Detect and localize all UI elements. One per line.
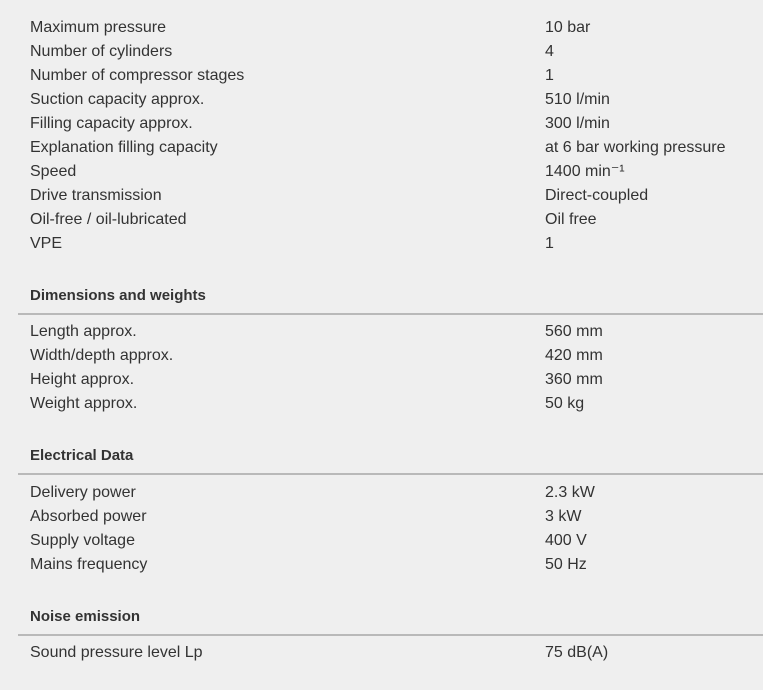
section-divider [18,473,763,475]
spec-row-supply-voltage [30,529,763,553]
spec-label: Delivery power [30,484,136,501]
spec-label: VPE [30,235,63,252]
spec-row-sound-pressure-level [30,641,763,665]
spec-value: 360 mm [545,371,603,388]
spec-label: Suction capacity approx. [30,91,205,108]
spec-value: 510 l/min [545,91,610,108]
spec-value: 300 l/min [545,115,610,132]
spec-value: 1 [545,235,554,252]
spec-label: Drive transmission [30,187,162,204]
section-divider [18,313,763,315]
spec-row-absorbed-power [30,505,763,529]
spec-value: 4 [545,43,554,60]
spec-value: 1400 min⁻¹ [545,163,625,180]
spec-label: Maximum pressure [30,19,167,36]
spec-row-filling-capacity [30,112,763,136]
spec-label: Oil-free / oil-lubricated [30,211,187,228]
spec-row-suction-capacity [30,88,763,112]
section-title-dimensions: Dimensions and weights [30,287,206,304]
spec-label: Height approx. [30,371,135,388]
spec-row-width-depth [30,344,763,368]
spec-value: 400 V [545,532,587,549]
spec-label: Mains frequency [30,556,148,573]
spec-row-oil-free [30,208,763,232]
spec-label: Speed [30,163,77,180]
section-title-noise: Noise emission [30,608,141,625]
spec-row-speed [30,160,763,184]
spec-value: at 6 bar working pressure [545,139,726,156]
spec-row-maximum-pressure [30,16,763,40]
spec-label: Number of cylinders [30,43,173,60]
spec-label: Sound pressure level Lp [30,644,203,661]
spec-value: 2.3 kW [545,484,595,501]
spec-value: Oil free [545,211,597,228]
spec-value: 420 mm [545,347,603,364]
spec-label: Number of compressor stages [30,67,245,84]
spec-row-vpe [30,232,763,256]
spec-value: 10 bar [545,19,591,36]
spec-row-weight [30,392,763,416]
spec-row-number-of-cylinders [30,40,763,64]
spec-value: 560 mm [545,323,603,340]
spec-label: Absorbed power [30,508,147,525]
spec-row-mains-frequency [30,553,763,577]
spec-label: Weight approx. [30,395,138,412]
spec-value: 1 [545,67,554,84]
spec-label: Filling capacity approx. [30,115,193,132]
spec-value: 50 Hz [545,556,587,573]
spec-label: Supply voltage [30,532,135,549]
spec-row-length [30,320,763,344]
spec-label: Explanation filling capacity [30,139,218,156]
spec-row-compressor-stages [30,64,763,88]
spec-row-drive-transmission [30,184,763,208]
spec-row-delivery-power [30,481,763,505]
spec-label: Length approx. [30,323,137,340]
section-divider [18,634,763,636]
spec-value: 3 kW [545,508,582,525]
spec-row-height [30,368,763,392]
spec-value: Direct-coupled [545,187,649,204]
spec-value: 50 kg [545,395,585,412]
spec-value: 75 dB(A) [545,644,609,661]
spec-row-explanation-filling-capacity [30,136,763,160]
section-title-electrical: Electrical Data [30,447,134,464]
spec-label: Width/depth approx. [30,347,174,364]
